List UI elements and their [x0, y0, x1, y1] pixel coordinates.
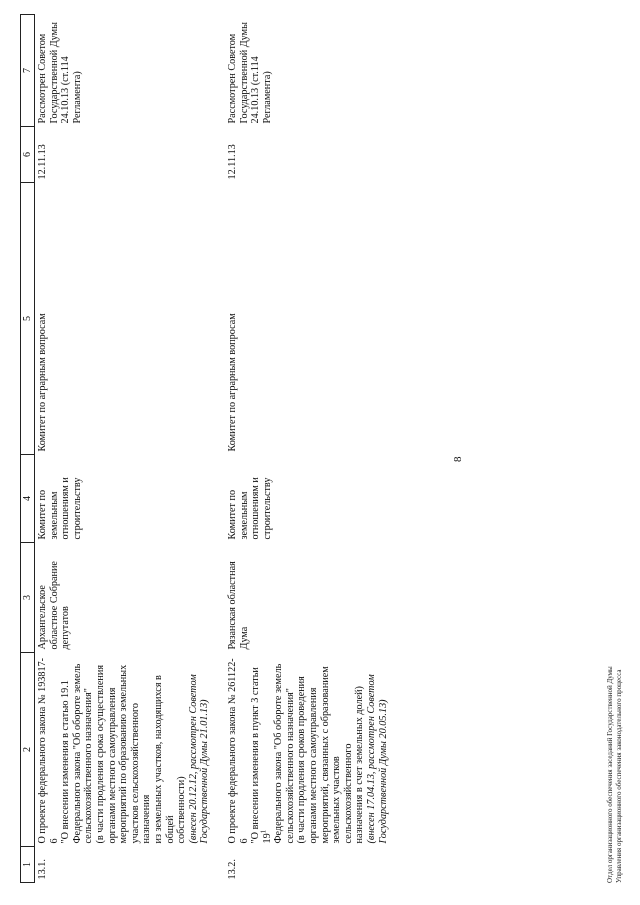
- initiator: Рязанская областная Дума: [226, 561, 250, 650]
- bill-title-line: сельскохозяйственного назначения": [284, 688, 296, 844]
- bill-title-line: Федерального закона "Об обороте земель: [71, 663, 83, 844]
- bill-note-line: Государственной Думы 21.01.13): [199, 699, 211, 844]
- col-header-6: 6: [21, 127, 35, 183]
- bill-note-line: (внесен 20.12.12, рассмотрен Советом: [187, 674, 199, 844]
- bill-title-line: (в части продления сроков проведения: [296, 676, 308, 844]
- review-date: 12.11.13: [37, 144, 48, 180]
- status-text: Рассмотрен Советом Государственной Думы 24.10.13 (ст.114 Регламента): [37, 22, 83, 124]
- table-row: [225, 15, 403, 883]
- bill-title-line: участков сельскохозяйственного назначения: [129, 702, 153, 844]
- column-number-row: [21, 15, 35, 883]
- legislation-table: [20, 14, 403, 883]
- bill-title-text: "О внесении изменения в пункт 3 статьи 19: [250, 667, 273, 844]
- co-committee: Комитет по аграрным вопросам: [226, 313, 238, 452]
- bill-title-line: сельскохозяйственного назначения": [83, 688, 95, 844]
- col-header-1: 1: [21, 847, 35, 883]
- bill-description: [35, 653, 225, 847]
- responsible-committee: Комитет по земельным отношениям и строительству: [226, 477, 273, 540]
- bill-title-line: собственности): [176, 776, 188, 844]
- bill-title-line: [250, 656, 273, 844]
- bill-title-line: из земельных участков, находящихся в общей: [152, 675, 176, 844]
- page-footer: [606, 666, 623, 883]
- col-header-5: 5: [21, 183, 35, 455]
- row-number: 13.1.: [37, 859, 48, 880]
- col-header-7: 7: [21, 15, 35, 127]
- col-header-4: 4: [21, 455, 35, 543]
- bill-title-line: (в части продления срока осуществления: [94, 664, 106, 844]
- bill-description: [225, 653, 403, 847]
- bill-title-line: земельных участков сельскохозяйственного: [331, 743, 354, 844]
- bill-note-line: Государственной Думы 20.05.13): [377, 699, 389, 844]
- col-header-3: 3: [21, 543, 35, 653]
- co-committee: Комитет по аграрным вопросам: [37, 313, 48, 452]
- row-number: 13.2.: [226, 859, 238, 880]
- table-row: [35, 15, 225, 883]
- footer-line: Отдел организационного обеспечения заседаний Государственной Думы: [606, 666, 614, 883]
- bill-title-line: Федерального закона "Об обороте земель: [273, 663, 285, 844]
- col-header-2: 2: [21, 653, 35, 847]
- responsible-committee: Комитет по земельным отношениям и строительству: [37, 477, 83, 540]
- bill-title-line: О проекте федерального закона № 193817-6: [37, 657, 60, 844]
- page-number: 8: [452, 456, 464, 462]
- bill-title-line: мероприятий по образованию земельных: [118, 664, 130, 844]
- bill-title-line: органами местного самоуправления: [106, 687, 118, 844]
- bill-title-line: мероприятий, связанных с образованием: [319, 666, 331, 844]
- initiator: Архангельское областное Собрание депутатов: [37, 561, 72, 650]
- bill-title-line: О проекте федерального закона № 261122-6: [226, 658, 250, 844]
- bill-title-line: "О внесении изменения в статью 19.1: [60, 680, 72, 844]
- review-date: 12.11.13: [226, 144, 238, 180]
- superscript: 1: [259, 829, 268, 834]
- footer-line: Управления организационного обеспечения законодательного процесса: [614, 669, 623, 883]
- bill-title-line: назначения в счет земельных долей): [354, 686, 366, 844]
- bill-title-line: органами местного самоуправления: [308, 687, 320, 844]
- status-text: Рассмотрен Советом Государственной Думы 24.10.13 (ст.114 Регламента): [226, 22, 273, 124]
- bill-note-line: (внесен 17.04.13, рассмотрен Советом: [366, 674, 378, 844]
